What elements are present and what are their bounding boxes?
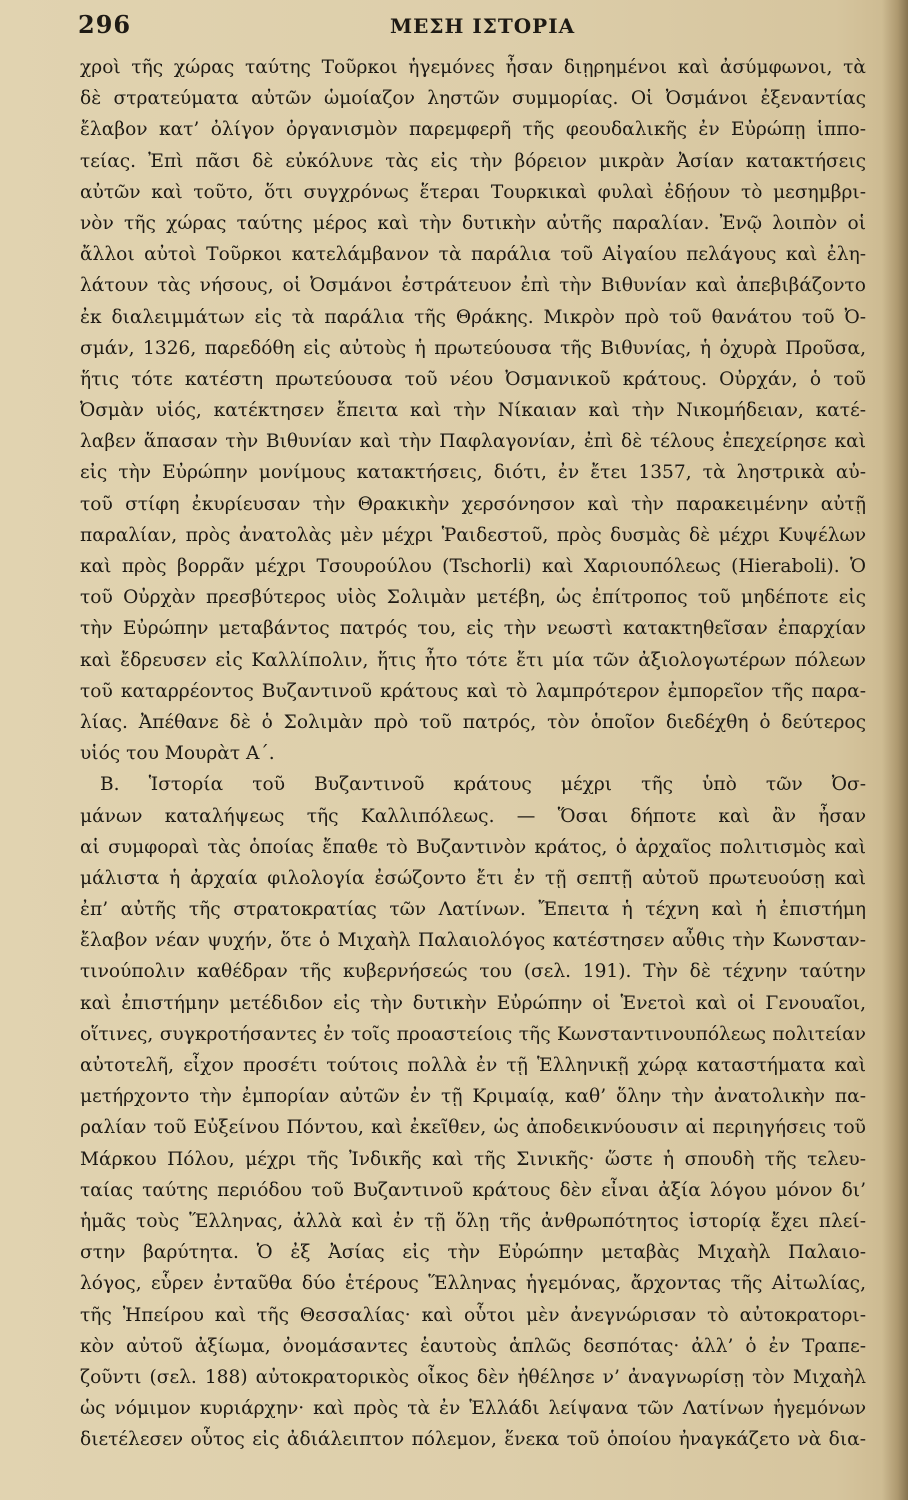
text-line: αὐτῶν καὶ τοῦτο, ὅτι συγχρόνως ἕτεραι Τουρκικαὶ φυλαὶ ἐδῄουν τὸ μεσημβρι- bbox=[80, 181, 866, 203]
text-line: Μάρκου Πόλου, μέχρι τῆς Ἰνδικῆς καὶ τῆς Σινικῆς· ὥστε ἡ σπουδὴ τῆς τελευ- bbox=[80, 1148, 866, 1170]
text-line: Ὀσμὰν υἱός, κατέκτησεν ἔπειτα καὶ τὴν Νίκαιαν καὶ τὴν Νικομήδειαν, κατέ- bbox=[80, 400, 866, 422]
text-line: ἔλαβον κατ’ ὀλίγον ὀργανισμὸν παρεμφερῆ τῆς φεουδαλικῆς ἐν Εὐρώπῃ ἱππο- bbox=[80, 119, 866, 141]
page-header bbox=[78, 10, 868, 44]
text-line: τοῦ στίφη ἐκυρίευσαν τὴν Θρακικὴν χερσόνησον καὶ τὴν παρακειμένην αὐτῇ bbox=[80, 493, 866, 515]
text-line: καὶ ἔδρευσεν εἰς Καλλίπολιν, ἥτις ἦτο τότε ἔτι μία τῶν ἀξιολογωτέρων πόλεων bbox=[80, 649, 866, 671]
text-line: ραλίαν τοῦ Εὐξείνου Πόντου, καὶ ἐκεῖθεν, ὡς ἀποδεικνύουσιν αἱ περιηγήσεις τοῦ bbox=[80, 1117, 866, 1139]
text-line: αἱ συμφοραὶ τὰς ὁποίας ἔπαθε τὸ Βυζαντινὸν κράτος, ὁ ἀρχαῖος πολιτισμὸς καὶ bbox=[80, 836, 866, 858]
page-number: 296 bbox=[78, 10, 132, 39]
text-line: ζοῦντι (σελ. 188) αὐτοκρατορικὸς οἶκος δὲν ἠθέλησε ν’ ἀναγνωρίσῃ τὸν Μιχαὴλ bbox=[80, 1366, 866, 1388]
body-text bbox=[80, 52, 866, 1455]
text-line: χροὶ τῆς χώρας ταύτης Τοῦρκοι ἡγεμόνες ἦσαν διῃρημένοι καὶ ἀσύμφωνοι, τὰ bbox=[80, 57, 866, 78]
text-line: τινούπολιν καθέδραν τῆς κυβερνήσεώς του (σελ. 191). Τὴν δὲ τέχνην ταύτην bbox=[80, 961, 866, 983]
text-line: ἔλαβον νέαν ψυχήν, ὅτε ὁ Μιχαὴλ Παλαιολόγος κατέστησεν αὖθις τὴν Κωνσταν- bbox=[80, 930, 866, 952]
text-line: ἐπ’ αὐτῆς τῆς στρατοκρατίας τῶν Λατίνων. Ἔπειτα ἡ τέχνη καὶ ἡ ἐπιστήμη bbox=[80, 899, 866, 921]
running-title: ΜΕΣΗ ΙΣΤΟΡΙΑ bbox=[390, 14, 576, 38]
text-line: δὲ στρατεύματα αὐτῶν ὡμοίαζον ληστῶν συμμορίας. Οἱ Ὀσμάνοι ἐξεναντίας bbox=[80, 88, 866, 110]
text-line: ταίας ταύτης περιόδου τοῦ Βυζαντινοῦ κράτους δὲν εἶναι ἀξία λόγου μόνον δι’ bbox=[80, 1179, 866, 1201]
text-line: μάνων καταλήψεως τῆς Καλλιπόλεως. — Ὅσαι δήποτε καὶ ἂν ἦσαν bbox=[80, 805, 866, 827]
text-line: διετέλεσεν οὗτος εἰς ἀδιάλειπτον πόλεμον, ἕνεκα τοῦ ὁποίου ἠναγκάζετο νὰ δια- bbox=[80, 1429, 866, 1451]
text-line: μάλιστα ἡ ἀρχαία φιλολογία ἐσώζοντο ἔτι ἐν τῇ σεπτῇ αὐτοῦ πρωτευούσῃ καὶ bbox=[80, 867, 866, 889]
page-edge-shadow bbox=[882, 0, 908, 1500]
text-line: στην βαρύτητα. Ὁ ἐξ Ἀσίας εἰς τὴν Εὐρώπην μεταβὰς Μιχαὴλ Παλαιο- bbox=[80, 1242, 866, 1264]
text-line: λόγος, εὗρεν ἐνταῦθα δύο ἑτέρους Ἕλληνας ἡγεμόνας, ἄρχοντας τῆς Αἰτωλίας, bbox=[80, 1273, 866, 1295]
text-line: τοῦ Οὐρχὰν πρεσβύτερος υἱὸς Σολιμὰν μετέβη, ὡς ἐπίτροπος τοῦ μηδέποτε εἰς bbox=[80, 587, 866, 609]
text-line: αὐτοτελῆ, εἶχον προσέτι τούτοις πολλὰ ἐν τῇ Ἑλληνικῇ χώρᾳ καταστήματα καὶ bbox=[80, 1055, 866, 1076]
text-line: νὸν τῆς χώρας ταύτης μέρος καὶ τὴν δυτικὴν αὐτῆς παραλίαν. Ἐνῷ λοιπὸν οἱ bbox=[80, 212, 866, 234]
text-line: ἄλλοι αὐτοὶ Τοῦρκοι κατελάμβανον τὰ παράλια τοῦ Αἰγαίου πελάγους καὶ ἐλη- bbox=[80, 244, 866, 266]
text-line: παραλίαν, πρὸς ἀνατολὰς μὲν μέχρι Ῥαιδεστοῦ, πρὸς δυσμὰς δὲ μέχρι Κυψέλων bbox=[80, 524, 866, 546]
text-line: μετήρχοντο τὴν ἐμπορίαν αὐτῶν ἐν τῇ Κριμαίᾳ, καθ’ ὅλην τὴν ἀνατολικὴν πα- bbox=[80, 1086, 866, 1108]
text-line: τὴν Εὐρώπην μεταβάντος πατρός του, εἰς τὴν νεωστὶ κατακτηθεῖσαν ἐπαρχίαν bbox=[80, 618, 866, 640]
text-line: τείας. Ἐπὶ πᾶσι δὲ εὐκόλυνε τὰς εἰς τὴν βόρειον μικρὰν Ἀσίαν κατακτήσεις bbox=[80, 150, 866, 172]
text-line: λίας. Ἀπέθανε δὲ ὁ Σολιμὰν πρὸ τοῦ πατρός, τὸν ὁποῖον διεδέχθη ὁ δεύτερος bbox=[80, 711, 866, 733]
text-line: υἱός του Μουρὰτ Α΄. bbox=[80, 743, 275, 765]
text-line: λαβεν ἅπασαν τὴν Βιθυνίαν καὶ τὴν Παφλαγονίαν, ἐπὶ δὲ τέλους ἐπεχείρησε καὶ bbox=[80, 431, 866, 453]
text-line: καὶ πρὸς βορρᾶν μέχρι Τσουρούλου (Tschorli) καὶ Χαριουπόλεως (Hieraboli). Ὁ bbox=[80, 556, 866, 577]
text-line: ἐκ διαλειμμάτων εἰς τὰ παράλια τῆς Θράκης. Μικρὸν πρὸ τοῦ θανάτου τοῦ Ὀ- bbox=[80, 306, 866, 328]
text-line: καὶ ἐπιστήμην μετέδιδον εἰς τὴν δυτικὴν Εὐρώπην οἱ Ἑνετοὶ καὶ οἱ Γενουαῖοι, bbox=[80, 992, 866, 1014]
text-line: ὡς νόμιμον κυριάρχην· καὶ πρὸς τὰ ἐν Ἑλλάδι λείψανα τῶν Λατίνων ἡγεμόνων bbox=[80, 1398, 866, 1420]
text-line: τοῦ καταρρέοντος Βυζαντινοῦ κράτους καὶ τὸ λαμπρότερον ἐμπορεῖον τῆς παρα- bbox=[80, 680, 866, 702]
text-line: εἰς τὴν Εὐρώπην μονίμους κατακτήσεις, διότι, ἐν ἔτει 1357, τὰ ληστρικὰ αὐ- bbox=[80, 462, 866, 484]
text-line: τῆς Ἠπείρου καὶ τῆς Θεσσαλίας· καὶ οὗτοι μὲν ἀνεγνώρισαν τὸ αὐτοκρατορι- bbox=[80, 1304, 866, 1326]
text-line: ἡμᾶς τοὺς Ἕλληνας, ἀλλὰ καὶ ἐν τῇ ὅλῃ τῆς ἀνθρωπότητος ἱστορίᾳ ἔχει πλεί- bbox=[80, 1210, 866, 1232]
text-line: ἥτις τότε κατέστη πρωτεύουσα τοῦ νέου Ὀσμανικοῦ κράτους. Οὐρχάν, ὁ τοῦ bbox=[80, 368, 866, 390]
text-line: οἵτινες, συγκροτήσαντες ἐν τοῖς προαστείοις τῆς Κωνσταντινουπόλεως πολιτείαν bbox=[80, 1023, 866, 1045]
text-line: λάτουν τὰς νήσους, οἱ Ὀσμάνοι ἐστράτευον ἐπὶ τὴν Βιθυνίαν καὶ ἀπεβιβάζοντο bbox=[80, 275, 866, 297]
text-line: σμάν, 1326, παρεδόθη εἰς αὐτοὺς ἡ πρωτεύουσα τῆς Βιθυνίας, ἡ ὀχυρὰ Προῦσα, bbox=[80, 337, 866, 359]
text-line: κὸν αὐτοῦ ἀξίωμα, ὀνομάσαντες ἑαυτοὺς ἁπλῶς δεσπότας· ἀλλ’ ὁ ἐν Τραπε- bbox=[80, 1335, 866, 1357]
section-heading-line: Β. Ἱστορία τοῦ Βυζαντινοῦ κράτους μέχρι τῆς ὑπὸ τῶν Ὀσ- bbox=[100, 774, 866, 796]
